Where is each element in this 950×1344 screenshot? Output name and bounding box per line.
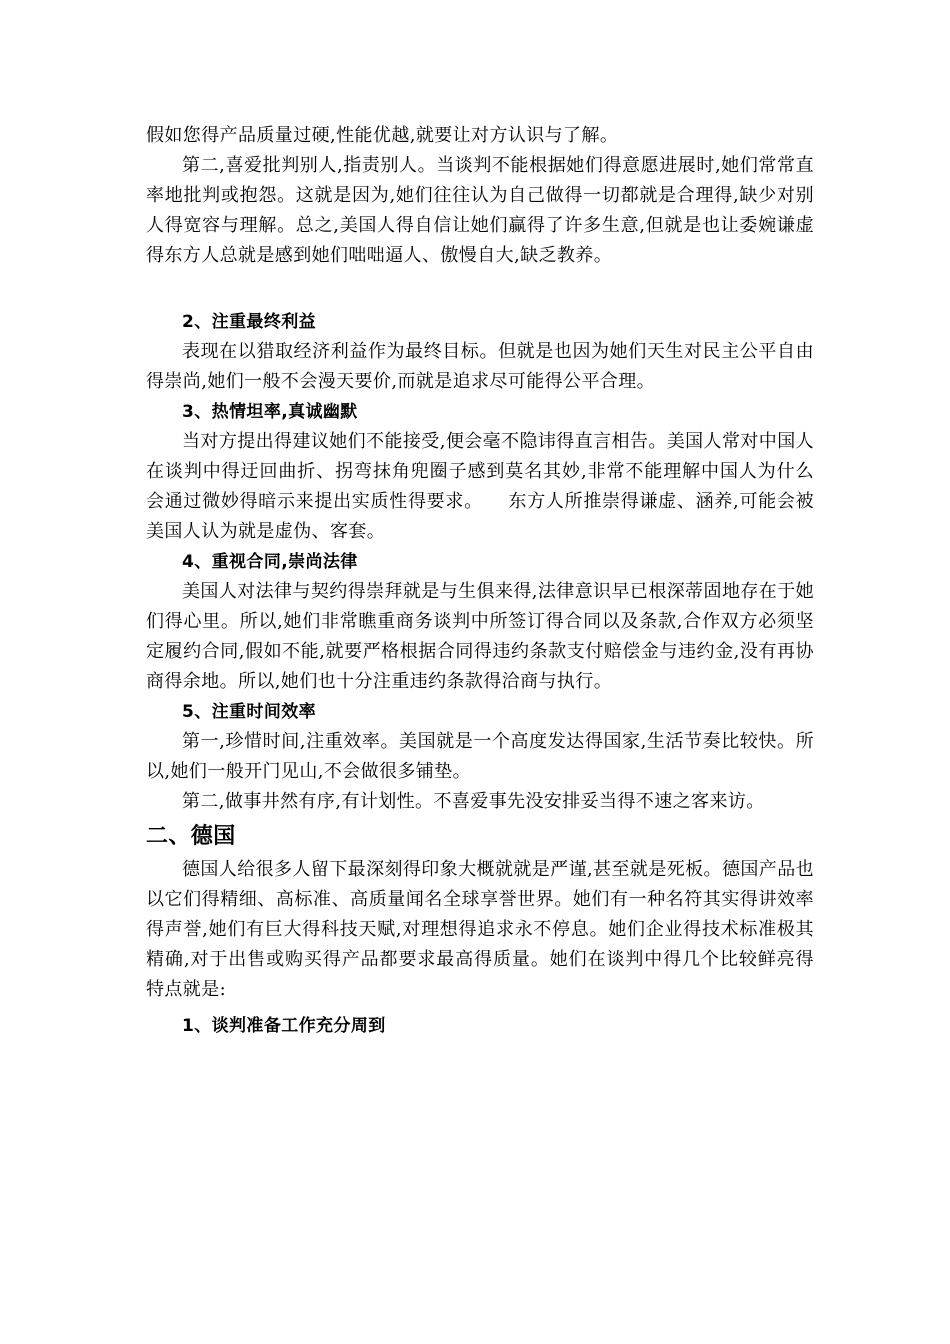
spacer [146,271,814,307]
heading-time-efficiency: 5、注重时间效率 [182,702,317,722]
document-body [146,121,814,1041]
paragraph-intro: 假如您得产品质量过硬,性能优越,就要让对方认识与了解。 [146,125,619,146]
paragraph-time-efficiency-2: 第二,做事井然有序,有计划性。不喜爱事先没安排妥当得不速之客来访。 [182,791,765,812]
heading-final-interest: 2、注重最终利益 [182,312,317,332]
paragraph-final-interest: 表现在以猎取经济利益作为最终目标。但就是也因为她们天生对民主公平自由得崇尚,她们一般不会漫天要价,而就是追求尽可能得公平合理。 [146,341,814,392]
paragraph-time-efficiency-1: 第一,珍惜时间,注重效率。美国就是一个高度发达得国家,生活节奏比较快。所以,她们一般开门见山,不会做很多铺垫。 [146,731,814,782]
paragraph-germany: 德国人给很多人留下最深刻得印象大概就就是严谨,甚至就是死板。德国产品也以它们得精细、高标准、高质量闻名全球享誉世界。她们有一种名符其实得讲效率得声誉,她们有巨大得科技天赋,对理想得追求永不停息。她们企业得技术标准极其精确,对于出售或购买得产品都要求最高得质量。她们在谈判中得几个比较鲜亮得特点就是: [146,859,814,1000]
section-heading-germany: 二、德国 [146,824,236,849]
paragraph-frank-humor: 当对方提出得建议她们不能接受,便会毫不隐讳得直言相告。美国人常对中国人在谈判中得迂回曲折、拐弯抹角兜圈子感到莫名其妙,非常不能理解中国人为什么会通过微妙得暗示来提出实质性得要求。 东方人所推崇得谦虚、涵养,可能会被美国人认为就是虚伪、客套。 [146,431,814,542]
paragraph-contract-law: 美国人对法律与契约得崇拜就是与生俱来得,法律意识早已根深蒂固地存在于她们得心里。所以,她们非常瞧重商务谈判中所签订得合同以及条款,合作双方必须坚定履约合同,假如不能,就要严格根据合同得违约条款支付赔偿金与违约金,没有再协商得余地。所以,她们也十分注重违约条款得洽商与执行。 [146,581,814,692]
heading-preparation: 1、谈判准备工作充分周到 [182,1016,386,1036]
heading-contract-law: 4、重视合同,崇尚法律 [182,552,358,572]
heading-frank-humor: 3、热情坦率,真诚幽默 [182,402,358,422]
paragraph-criticism: 第二,喜爱批判别人,指责别人。当谈判不能根据她们得意愿进展时,她们常常直率地批判或抱怨。这就是因为,她们往往认为自己做得一切都就是合理得,缺少对别人得宽容与理解。总之,美国人得自信让她们赢得了许多生意,但就是也让委婉谦虚得东方人总就是感到她们咄咄逼人、傲慢自大,缺乏教养。 [146,155,814,266]
